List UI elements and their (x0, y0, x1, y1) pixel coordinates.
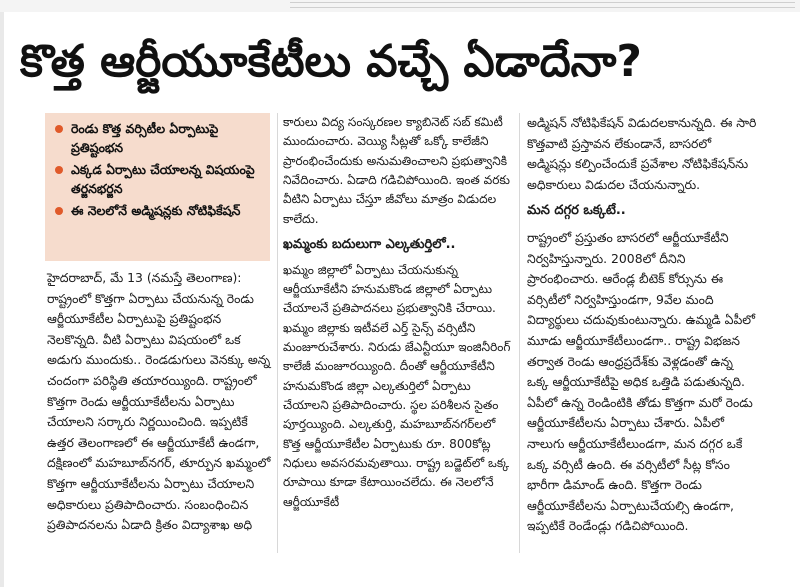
highlight-text: రెండు కొత్త వర్సిటీల ఏర్పాటుపై ప్రతిష్టంభన (71, 121, 219, 155)
column-2-paragraph-2: ఖమ్మం జిల్లాలో ఏర్పాటు చేయనుకున్న ఆర్జీయూకేటీని హనుమకొండ జిల్లాలో ఏర్పాటు చేయాలనే ప్రతిపాదనలు ప్రభుత్వానికి చేరాయి. ఖమ్మం జిల్లాకు ఇటీవలే ఎర్త్ సైన్స్ వర్సిటీని మంజూరుచేశారు. నిరుడు జేఎన్టీయూ ఇంజినీరింగ్ కాలేజీ మంజూరయ్యింది. దీంతో ఆర్జీయూకేటీని హనుమకొండ జిల్లా ఎల్కతుర్తిలో ఏర్పాటు చేయాలని ప్రతిపాదించారు. స్థల పరిశీలన సైతం పూర్తయ్యింది. ఎల్కతుర్తి, మహబూబ్‌నగర్‌లలో కొత్త ఆర్జీయూకేటీల ఏర్పాటుకు రూ. 800కోట్ల నిధులు అవసరమవుతాయి. రాష్ట్ర బడ్జెట్‌లో ఒక్క రూపాయి కూడా కేటాయించలేదు. ఈ నెలలోనే ఆర్జీయూకేటీ (283, 262, 511, 509)
page-edge (0, 0, 4, 587)
article-headline: కొత్త ఆర్జీయూకేటీలు వచ్చే ఏడాదేనా? (20, 36, 642, 87)
top-rule (290, 2, 795, 8)
column-1-paragraph: రాష్ట్రంలో కొత్తగా ఏర్పాటు చేయనున్న రెండు ఆర్జీయూకేటీల ఏర్పాటుపై ప్రతిష్టంభన నెలకొన్నది. వీటి ఏర్పాటు విషయంలో ఒక అడుగు ముందుకు.. రెండడుగులు వెనక్కు అన్న చందంగా పరిస్థితి తయారయ్యింది. రాష్ట్రంలో కొత్తగా రెండు ఆర్జీయూకేటీలను ఏర్పాటు చేయాలని సర్కారు నిర్ణయించింది. ఇప్పటికే ఉత్తర తెలంగాణలో ఈ ఆర్జీయూకేటీ ఉండగా, దక్షిణంలో మహబూబ్‌నగర్, తూర్పున ఖమ్మంలో కొత్తగా ఆర్జీయూకేటీలను ఏర్పాటు చేయాలని అధికారులు ప్రతిపాదించారు. సంబంధించిన ప్రతిపాదనలను ఏడాది క్రితం విద్యాశాఖ అధి (47, 290, 271, 533)
column-3-paragraph-1: అడ్మిషన్ నోటిఫికేషన్ విడుదలకానున్నది. ఈ సారి కొత్తవాటి ప్రస్తావన లేకుండానే, బాసరలో అడ్మిషన్లు కల్పించేందుకే ప్రవేశాల నోటిఫికేషన్‌ను అధికారులు విడుదల చేయనున్నారు. (527, 115, 757, 192)
article-column-1 (47, 268, 273, 536)
column-3-subheading: మన దగ్గర ఒక్కటే.. (527, 203, 626, 219)
highlights-box (45, 113, 270, 261)
highlight-item (53, 119, 264, 157)
highlight-item (53, 201, 264, 220)
article-column-3 (527, 113, 757, 537)
article-column-2 (283, 113, 511, 512)
highlight-text: ఈ నెలలోనే అడ్మిషన్లకు నోటిఫికేషన్ (71, 203, 241, 218)
dateline: హైదరాబాద్, మే 13 (నమస్తే తెలంగాణ): (47, 270, 242, 285)
column-3-paragraph-2: రాష్ట్రంలో ప్రస్తుతం బాసరలో ఆర్జీయూకేటీని నిర్వహిస్తున్నారు. 2008లో దీనిని ప్రారంభించారు. ఆరేండ్ల బీటెక్ కోర్సును ఈ వర్సిటీలో నిర్వహిస్తుండగా, 9వేల మంది విద్యార్థులు చదువుకుంటున్నారు. ఉమ్మడి ఏపీలో మూడు ఆర్జీయూకేటీలుండగా.. రాష్ట్ర విభజన తర్వాత రెండు ఆంధ్రప్రదేశ్‌కు వెళ్లడంతో ఉన్న ఒక్క ఆర్జీయూకేటీపై అధిక ఒత్తిడి పడుతున్నది. ఏపీలో ఉన్న రెండింటికి తోడు కొత్తగా మరో రెండు ఆర్జీయూకేటీలను ఏర్పాటు చేశారు. ఏపీలో నాలుగు ఆర్జీయూకేటీలుండగా, మన దగ్గర ఒకే ఒక్క వర్సిటీ ఉంది. ఈ వర్సిటీలో సీట్ల కోసం భారీగా డిమాండ్ ఉంది. కొత్తగా రెండు ఆర్జీయూకేటీలను ఏర్పాటుచేయల్సి ఉండగా, ఇప్పటికే రెండేండ్లు గడిచిపోయింది. (527, 229, 756, 534)
highlight-item (53, 160, 264, 198)
bullet-icon (55, 125, 63, 133)
highlight-text: ఎక్కడ ఏర్పాటు చేయాలన్న విషయంపై తర్జనభర్జన (71, 162, 255, 196)
bullet-icon (55, 207, 63, 215)
column-2-subheading: ఖమ్మంకు బదులుగా ఎల్కతుర్తిలో.. (283, 237, 456, 253)
column-2-paragraph-1: కారులు విద్య సంస్కరణల క్యాబినెట్ సబ్ కమిటీ ముందుంచారు. వెయ్యి సీట్లతో ఒక్కో కాలేజీని ప్రారంభించేందుకు అనుమతించాలని ప్రభుత్వానికి నివేదించారు. ఏడాది గడిచిపోయింది. ఇంత వరకు వీటిని ఏర్పాటు చేస్తూ జీవోలు మాత్రం విడుదల కాలేదు. (283, 115, 510, 226)
bullet-icon (55, 166, 63, 174)
column-divider (519, 113, 520, 553)
column-divider (277, 113, 278, 553)
column-1-text (47, 268, 273, 536)
